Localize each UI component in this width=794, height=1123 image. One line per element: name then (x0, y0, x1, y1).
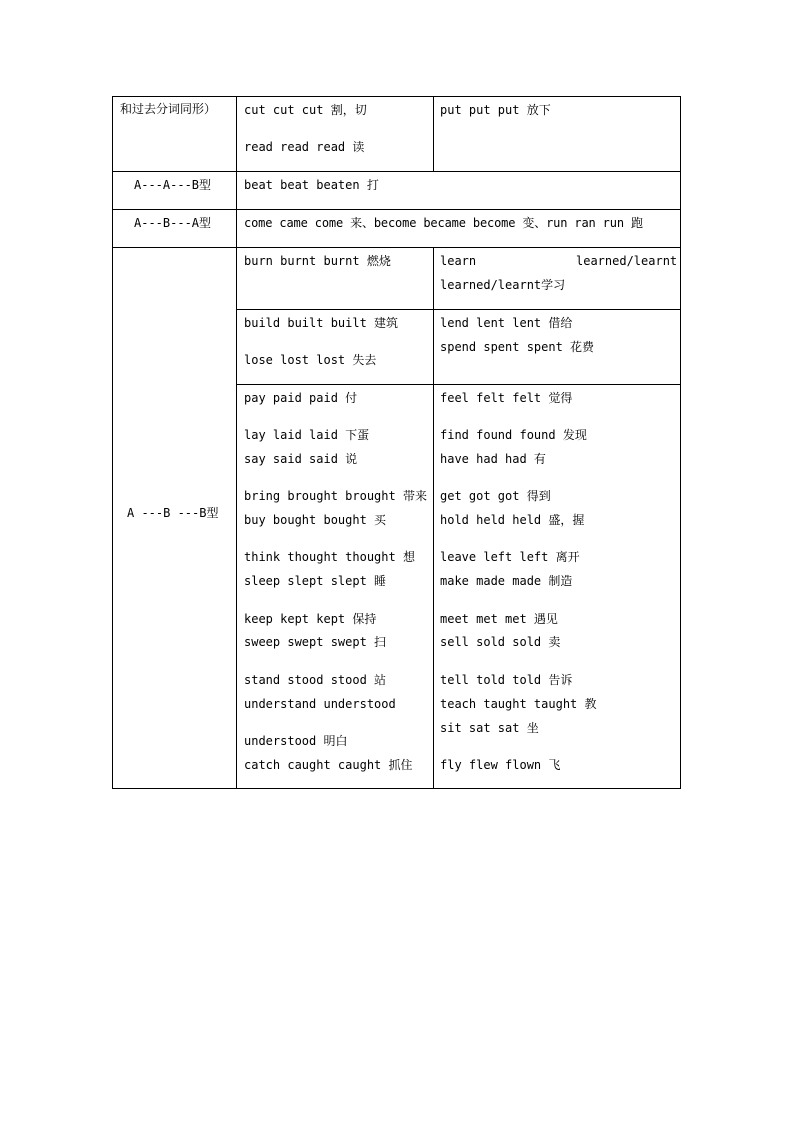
row-divider (236, 384, 681, 385)
row-divider (112, 171, 681, 172)
verb-entry: lend lent lent 借给 (440, 316, 573, 330)
verb-entry: burn burnt burnt 燃烧 (244, 254, 391, 268)
verb-entry: tell told told 告诉 (440, 673, 573, 687)
verb-entry: say said said 说 (244, 452, 358, 466)
verb-entry: spend spent spent 花费 (440, 340, 595, 354)
row-divider (236, 309, 681, 310)
verb-entry: bring brought brought 带来 (244, 489, 427, 503)
verb-entry: buy bought bought 买 (244, 513, 387, 527)
verb-entry: teach taught taught 教 (440, 697, 597, 711)
verb-entry: sell sold sold 卖 (440, 635, 561, 649)
type-label: A---B---A型 (134, 216, 212, 230)
verb-forms-table (112, 96, 681, 789)
verb-entry: learned/learnt (576, 254, 678, 268)
verb-entry: read read read 读 (244, 140, 365, 154)
type-label: 和过去分词同形） (120, 102, 217, 116)
verb-entry: understand understood (244, 697, 396, 711)
verb-entry: think thought thought 想 (244, 550, 415, 564)
verb-entry: fly flew flown 飞 (440, 758, 561, 772)
verb-entry: meet met met 遇见 (440, 612, 558, 626)
verb-entry: leave left left 离开 (440, 550, 580, 564)
verb-entry: lay laid laid 下蛋 (244, 428, 370, 442)
verb-entry: build built built 建筑 (244, 316, 399, 330)
row-divider (112, 247, 681, 248)
column-divider (433, 96, 434, 171)
verb-entry: pay paid paid 付 (244, 391, 358, 405)
verb-entry: sweep swept swept 扫 (244, 635, 387, 649)
verb-entry: come came come 来、become became become 变、run ran run 跑 (244, 216, 643, 230)
row-divider (112, 209, 681, 210)
verb-entry: put put put 放下 (440, 103, 551, 117)
verb-entry: keep kept kept 保持 (244, 612, 377, 626)
type-label: A ---B ---B型 (127, 506, 219, 520)
verb-entry: learned/learnt学习 (440, 278, 566, 292)
verb-entry: cut cut cut 割，切 (244, 103, 367, 117)
verb-entry: stand stood stood 站 (244, 673, 387, 687)
verb-entry: have had had 有 (440, 452, 546, 466)
verb-entry: hold held held 盛，握 (440, 513, 585, 527)
verb-entry: understood 明白 (244, 734, 348, 748)
verb-entry: beat beat beaten 打 (244, 178, 379, 192)
verb-entry: feel felt felt 觉得 (440, 391, 573, 405)
verb-entry: learn (440, 254, 477, 268)
column-divider (236, 96, 237, 789)
type-label: A---A---B型 (134, 178, 212, 192)
verb-entry: sit sat sat 坐 (440, 721, 539, 735)
verb-entry: get got got 得到 (440, 489, 551, 503)
verb-entry: find found found 发现 (440, 428, 587, 442)
verb-entry: make made made 制造 (440, 574, 573, 588)
column-divider (433, 247, 434, 789)
verb-entry: lose lost lost 失去 (244, 353, 377, 367)
verb-entry: catch caught caught 抓住 (244, 758, 413, 772)
verb-entry: sleep slept slept 睡 (244, 574, 387, 588)
